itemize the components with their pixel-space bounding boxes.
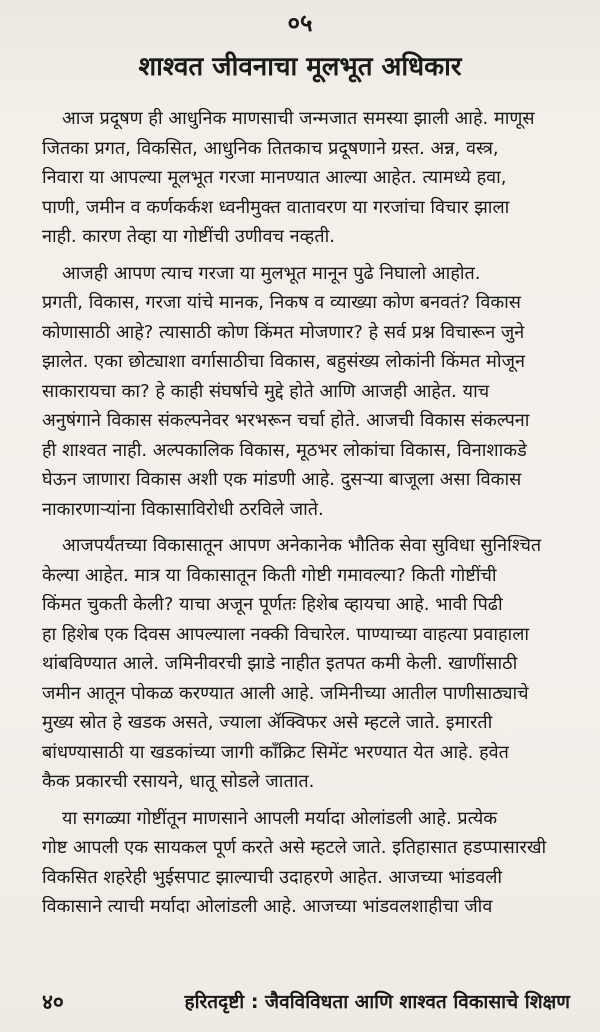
text-line: जितका प्रगत, विकसित, आधुनिक तितकाच प्रदूषणाने ग्रस्त. अन्न, वस्त्र, [42,137,499,159]
text-line: घेऊन जाणारा विकास अशी एक मांडणी आहे. दुसऱ्या बाजूला असा विकास [42,469,522,490]
text-line: कैक प्रकारची रसायने, धातू सोडले जातात. [42,771,315,792]
text-line: पाणी, जमीन व कर्णकर्कश ध्वनीमुक्त वातावरण या गरजांचा विचार झाला [42,196,510,218]
text-line: अनुषंगाने विकास संकल्पनेवर भरभरून चर्चा होते. आजची विकास संकल्पना [42,410,530,431]
chapter-title: शाश्वत जीवनाचा मूलभूत अधिकार [138,52,462,82]
text-line: विकासाने त्याची मर्यादा ओलांडली आहे. आजच्या भांडवलशाहीचा जीव [42,896,493,917]
paragraph [42,104,570,252]
text-line: प्रगती, विकास, गरजा यांचे मानक, निकष व व्याख्या कोण बनवतं? विकास [42,292,521,313]
text-line: साकारायचा का? हे काही संघर्षाचे मुद्दे होते आणि आजही आहेत. याच [42,380,490,402]
text-line: या सगळ्या गोष्टींतून माणसाने आपली मर्यादा ओलांडली आहे. प्रत्येक [62,807,498,829]
text-line: आज प्रदूषण ही आधुनिक माणसाची जन्मजात समस्या झाली आहे. माणूस [62,108,535,129]
text-line: गोष्ट आपली एक सायकल पूर्ण करते असे म्हटले जाते. इतिहासात हडप्पासारखी [42,837,547,858]
text-line: नाकारणाऱ्यांना विकासाविरोधी ठरविले जाते. [42,498,324,520]
body-text [42,104,570,922]
text-line: केल्या आहेत. मात्र या विकासातून किती गोष्टी गमावल्या? किती गोष्टींची [42,564,497,586]
page-footer [42,984,570,1024]
section-number: ०५ [287,9,313,37]
text-line: जमीन आतून पोकळ करण्यात आली आहे. जमिनीच्या आतील पाणीसाठ्याचे [42,682,529,704]
text-line: कोणासाठी आहे? त्यासाठी कोण किंमत मोजणार? हे सर्व प्रश्न विचारून जुने [42,321,525,343]
text-line: मुख्य स्रोत हे खडक असते, ज्याला ॲक्विफर असे म्हटले जाते. इमारती [42,712,493,733]
text-line: नाही. कारण तेव्हा या गोष्टींची उणीवच नव्हती. [42,226,336,247]
text-line: बांधण्यासाठी या खडकांच्या जागी काँक्रिट सिमेंट भरण्यात येत आहे. हवेत [42,741,509,763]
text-line: थांबविण्यात आले. जमिनीवरची झाडे नाहीत इतपत कमी केली. खाणींसाठी [42,653,518,674]
running-book-title: हरितदृष्टी : जैवविविधता आणि शाश्वत विकासाचे शिक्षण [184,991,570,1013]
text-line: हा हिशेब एक दिवस आपल्याला नक्की विचारेल. पाण्याच्या वाहत्या प्रवाहाला [42,623,530,645]
text-line: विकसित शहरेही भुईसपाट झाल्याची उदाहरणे आहेत. आजच्या भांडवली [42,866,503,888]
text-line: झालेत. एका छोट्याशा वर्गासाठीचा विकास, बहुसंख्य लोकांनी किंमत मोजून [42,351,525,372]
text-line: किंमत चुकती केली? याचा अजून पूर्णतः हिशेब व्हायचा आहे. भावी पिढी [42,594,503,615]
page-number: ४० [42,990,64,1014]
paragraph [42,259,570,525]
text-line: ही शाश्वत नाही. अल्पकालिक विकास, मूठभर लोकांचा विकास, विनाशाकडे [42,439,527,461]
text-line: आजपर्यंतच्या विकासातून आपण अनेकानेक भौतिक सेवा सुविधा सुनिश्चित [62,535,542,556]
text-line: आजही आपण त्याच गरजा या मुलभूत मानून पुढे निघालो आहोत. [62,262,481,284]
text-line: निवारा या आपल्या मूलभूत गरजा मानण्यात आल्या आहेत. त्यामध्ये हवा, [42,167,507,188]
paragraph [42,804,570,922]
paragraph [42,531,570,797]
